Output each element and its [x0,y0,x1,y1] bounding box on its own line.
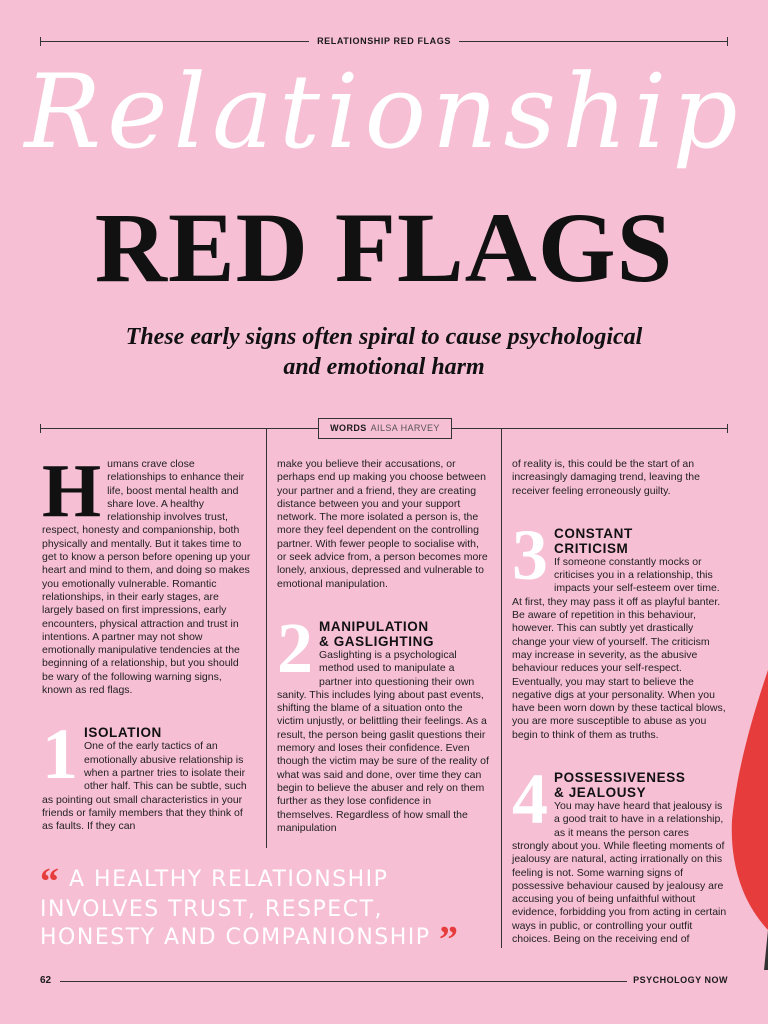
section-manipulation [277,607,489,835]
footer-rule [60,981,630,982]
magazine-name: PSYCHOLOGY NOW [627,975,728,985]
section-heading-manipulation: MANIPULATION [319,618,429,634]
byline-box [318,418,452,439]
section-number-2: 2 [277,607,313,688]
column-2-continued-text: make you believe their accusations, or perhaps end up making you choose between your partner and a friend, they are creating distance between you and your support network. The more isolated a person is, the more they feel dependent on the controlling partner. With fewer people to socialise with, or seek advice from, a person becomes more lonely, anxious, depressed and vulnerable to emotional manipulation. [277,458,488,590]
section-heading-jealousy: & JEALOUSY [554,785,647,801]
script-title: Relationship [24,53,744,172]
standfirst: These early signs often spiral to cause psychological and emotional harm [125,324,643,380]
page-number: 62 [40,975,52,986]
page-title: RED FLAGS [94,192,674,303]
byline-label: WORDS [330,423,367,433]
section-heading-possessiveness: POSSESSIVENESS [554,770,686,786]
section-isolation [42,714,252,833]
byline-rule-left-tick [40,424,41,433]
column-divider-1 [266,428,267,848]
pull-quote [40,861,460,961]
section-text-manipulation: Gaslighting is a psychological method used to manipulate a partner into questioning their own sanity. This includes lying about past events, shifting the blame of a situation onto the victim unjustly, or belittling their feelings. As a result, the person being gaslit questions their memory and loses their confidence. Even though the victim may be sure of the reality of what was said and done, over time they can begin to believe the abuser and rely on them further as they lose confidence in themselves. Regardless of how small the manipulation [277,648,489,834]
column-2 [277,458,489,835]
byline-rule-right-tick [727,424,728,433]
intro-text: umans crave close relationships to enhance their life, boost mental health and share love. A healthy relationship involves trust, respect, honesty and companionship, both physically and mentally. But it takes time to get to know a person before opening up your heart and mind to them, and doing so makes you emotionally vulnerable. Romantic relationships, in their early stages, are largely based on first impressions, early encounters, physical attraction and trust in intentions. A partner may not show emotionally manipulative tendencies at the beginning of a relationship, but you should be wary of the following warning signs, known as red flags. [42,458,251,697]
section-label [0,36,768,46]
byline-author: AILSA HARVEY [370,423,440,433]
pull-quote-text: A HEALTHY RELATIONSHIP INVOLVES TRUST, RESPECT, HONESTY AND COMPANIONSHIP [40,867,431,950]
section-criticism [512,514,728,742]
column-1 [42,449,252,833]
section-text-possessiveness: You may have heard that jealousy is a good trait to have in a relationship, as it means the person cares strongly about you. While fleeting moments of jealousy are natural, acting irrationally on this feeling is not. Some warning signs of possessive behaviour caused by jealousy are accusing you of being unfaithful without evidence, forbidding you from acting in certain ways in public, or controlling your outfit choices. Being on the receiving end of [512,800,727,946]
section-heading-gaslighting: & GASLIGHTING [319,633,435,649]
section-number-4: 4 [512,759,548,840]
section-text-isolation: One of the early tactics of an emotionally abusive relationship is when a partner tries to isolate their other half. This can be subtle, such as pointing out small characteristics in your friends or family members that they think of as faults. If they can [42,740,247,833]
section-heading-criticism: CRITICISM [554,540,629,556]
open-quote-mark: “ [40,861,61,903]
column-divider-2 [501,428,502,948]
drop-cap: H [42,449,102,533]
section-possessiveness [512,759,728,946]
section-label-text: RELATIONSHIP RED FLAGS [309,36,459,46]
close-quote-mark: ” [439,919,460,961]
section-number-3: 3 [512,514,548,595]
red-flag-graphic [728,670,768,970]
column-3 [512,458,728,946]
section-number-1: 1 [42,714,78,795]
section-heading-constant: CONSTANT [554,525,633,541]
column-3-continued-text: of reality is, this could be the start of an increasingly damaging trend, leaving the receiver feeling erroneously guilty. [512,458,700,497]
section-heading-isolation: ISOLATION [84,725,162,741]
section-text-criticism: If someone constantly mocks or criticises you in a relationship, this impacts your self-esteem over time. At first, they may pass it off as playful banter. Be aware of repetition in this behaviour, however. This can subtly yet drastically change your view of yourself. The criticism may increase in severity, as the abusive behaviour reduces your self-respect. Eventually, you may start to believe the negative digs at your personality. When you have been worn down by these tactical blows, you are more susceptible to abuse as you begin to think of them as truths. [512,555,726,741]
